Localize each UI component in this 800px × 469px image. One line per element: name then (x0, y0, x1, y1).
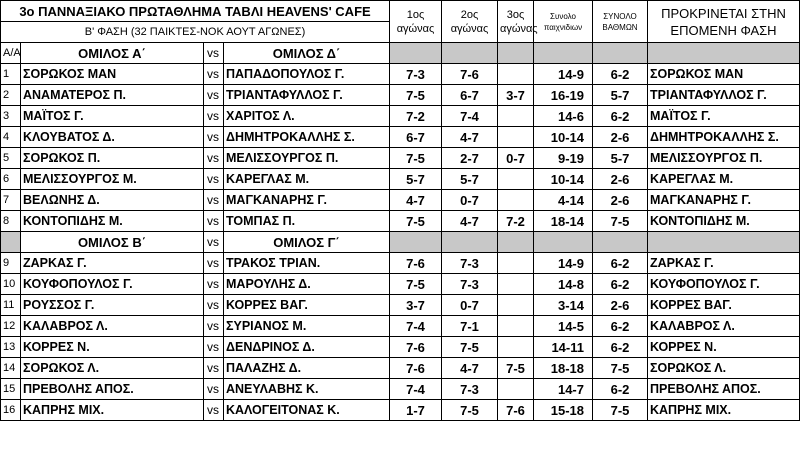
table-row (1, 358, 800, 379)
vs-label: vs (204, 211, 224, 232)
qualified-player: ΠΡΕΒΟΛΗΣ ΑΠΟΣ. (648, 379, 800, 400)
game3-score (498, 379, 534, 400)
total-games: 10-14 (534, 127, 593, 148)
qualified-player: ΜΑΓΚΑΝΑΡΗΣ Γ. (648, 190, 800, 211)
group-left-label: ΟΜΙΛΟΣ Β΄ (21, 232, 204, 253)
vs-label: vs (204, 64, 224, 85)
player-right: ΣΥΡΙΑΝΟΣ Μ. (224, 316, 390, 337)
table-row (1, 85, 800, 106)
total-games: 14-6 (534, 106, 593, 127)
table-row (1, 64, 800, 85)
group-header-blank (442, 43, 498, 64)
player-right: ΤΡΑΚΟΣ ΤΡΙΑΝ. (224, 253, 390, 274)
qualified-player: ΚΑΠΡΗΣ ΜΙΧ. (648, 400, 800, 421)
player-left: ΜΑΪΤΟΣ Γ. (21, 106, 204, 127)
group-header-blank (498, 232, 534, 253)
vs-label: vs (204, 400, 224, 421)
total-points: 7-5 (593, 358, 648, 379)
game2-score: 7-1 (442, 316, 498, 337)
vs-label: vs (204, 253, 224, 274)
game2-score: 7-6 (442, 64, 498, 85)
total-points: 6-2 (593, 379, 648, 400)
group-header-blank (442, 232, 498, 253)
total-games: 10-14 (534, 169, 593, 190)
player-left: ΑΝΑΜΑΤΕΡΟΣ Π. (21, 85, 204, 106)
total-games: 14-5 (534, 316, 593, 337)
table-row (1, 127, 800, 148)
player-left: ΚΟΡΡΕΣ Ν. (21, 337, 204, 358)
total-games: 18-18 (534, 358, 593, 379)
vs-label: vs (204, 337, 224, 358)
qualified-player: ΚΟΝΤΟΠΙΔΗΣ Μ. (648, 211, 800, 232)
game2-score: 0-7 (442, 295, 498, 316)
player-right: ΚΟΡΡΕΣ ΒΑΓ. (224, 295, 390, 316)
index-header-blank (1, 232, 21, 253)
game1-score: 4-7 (390, 190, 442, 211)
player-left: ΒΕΛΩΝΗΣ Δ. (21, 190, 204, 211)
player-left: ΖΑΡΚΑΣ Γ. (21, 253, 204, 274)
qualified-player: ΚΟΥΦΟΠΟΥΛΟΣ Γ. (648, 274, 800, 295)
player-left: ΚΟΝΤΟΠΙΔΗΣ Μ. (21, 211, 204, 232)
player-left: ΚΑΛΑΒΡΟΣ Λ. (21, 316, 204, 337)
game2-score: 5-7 (442, 169, 498, 190)
table-row (1, 379, 800, 400)
game2-score: 7-3 (442, 253, 498, 274)
game1-score: 7-5 (390, 211, 442, 232)
total-points: 6-2 (593, 253, 648, 274)
game3-score (498, 253, 534, 274)
player-right: ΚΑΡΕΓΛΑΣ Μ. (224, 169, 390, 190)
game3-score (498, 127, 534, 148)
qualified-player: ΜΕΛΙΣΣΟΥΡΓΟΣ Π. (648, 148, 800, 169)
match-number: 9 (1, 253, 21, 274)
group-right-label: ΟΜΙΛΟΣ Δ΄ (224, 43, 390, 64)
vs-label: vs (204, 85, 224, 106)
game1-score: 7-3 (390, 64, 442, 85)
table-row (1, 274, 800, 295)
group-header-blank (648, 43, 800, 64)
total-games: 14-11 (534, 337, 593, 358)
match-number: 8 (1, 211, 21, 232)
game2-score: 7-3 (442, 379, 498, 400)
vs-label: vs (204, 148, 224, 169)
qualified-player: ΚΑΛΑΒΡΟΣ Λ. (648, 316, 800, 337)
game1-score: 6-7 (390, 127, 442, 148)
game1-score: 7-5 (390, 274, 442, 295)
group-header-blank (390, 232, 442, 253)
total-points: 2-6 (593, 127, 648, 148)
game1-score: 7-4 (390, 316, 442, 337)
match-number: 12 (1, 316, 21, 337)
game3-score (498, 316, 534, 337)
col-header-total-games: Συνολο παιχνιδιων (534, 1, 593, 43)
game3-score: 0-7 (498, 148, 534, 169)
vs-label: vs (204, 127, 224, 148)
total-points: 7-5 (593, 211, 648, 232)
group-header-blank (648, 232, 800, 253)
game1-score: 5-7 (390, 169, 442, 190)
table-row (1, 190, 800, 211)
total-points: 2-6 (593, 169, 648, 190)
total-points: 2-6 (593, 295, 648, 316)
player-right: ΜΕΛΙΣΣΟΥΡΓΟΣ Π. (224, 148, 390, 169)
col-header-qualifies: ΠΡΟΚΡΙΝΕΤΑΙ ΣΤΗΝ ΕΠΟΜΕΝΗ ΦΑΣΗ (648, 1, 800, 43)
total-games: 14-9 (534, 253, 593, 274)
match-number: 5 (1, 148, 21, 169)
col-header-game2: 2ος αγώνας (442, 1, 498, 43)
player-right: ΔΕΝΔΡΙΝΟΣ Δ. (224, 337, 390, 358)
game2-score: 4-7 (442, 358, 498, 379)
game1-score: 1-7 (390, 400, 442, 421)
game2-score: 6-7 (442, 85, 498, 106)
total-games: 14-9 (534, 64, 593, 85)
total-points: 7-5 (593, 400, 648, 421)
player-right: ΜΑΡΟΥΛΗΣ Δ. (224, 274, 390, 295)
player-right: ΧΑΡΙΤΟΣ Λ. (224, 106, 390, 127)
group-header-blank (498, 43, 534, 64)
total-points: 6-2 (593, 64, 648, 85)
page-subtitle: Β' ΦΑΣΗ (32 ΠΑΙΚΤΕΣ-ΝΟΚ ΑΟΥΤ ΑΓΩΝΕΣ) (1, 22, 390, 43)
game3-score: 3-7 (498, 85, 534, 106)
qualified-player: ΚΑΡΕΓΛΑΣ Μ. (648, 169, 800, 190)
table-row (1, 169, 800, 190)
total-points: 5-7 (593, 85, 648, 106)
game1-score: 7-6 (390, 337, 442, 358)
qualified-player: ΚΟΡΡΕΣ Ν. (648, 337, 800, 358)
group-header-row (1, 232, 800, 253)
vs-label: vs (204, 295, 224, 316)
vs-label: vs (204, 106, 224, 127)
total-points: 6-2 (593, 316, 648, 337)
game3-score (498, 190, 534, 211)
game1-score: 7-5 (390, 85, 442, 106)
game2-score: 7-5 (442, 337, 498, 358)
group-header-blank (534, 232, 593, 253)
total-points: 5-7 (593, 148, 648, 169)
vs-label: vs (204, 379, 224, 400)
match-number: 11 (1, 295, 21, 316)
game3-score (498, 337, 534, 358)
player-right: ΠΑΠΑΔΟΠΟΥΛΟΣ Γ. (224, 64, 390, 85)
player-left: ΚΛΟΥΒΑΤΟΣ Δ. (21, 127, 204, 148)
player-right: ΤΟΜΠΑΣ Π. (224, 211, 390, 232)
page-title: 3ο ΠΑΝΝΑΞΙΑΚΟ ΠΡΩΤΑΘΛΗΜΑ ΤΑΒΛΙ HEAVENS' CAFE (1, 1, 390, 22)
game1-score: 3-7 (390, 295, 442, 316)
group-header-blank (534, 43, 593, 64)
group-left-label: ΟΜΙΛΟΣ Α΄ (21, 43, 204, 64)
index-header: Α/Α (1, 43, 21, 64)
qualified-player: ΖΑΡΚΑΣ Γ. (648, 253, 800, 274)
total-games: 9-19 (534, 148, 593, 169)
total-points: 6-2 (593, 274, 648, 295)
player-left: ΣΟΡΩΚΟΣ ΜΑΝ (21, 64, 204, 85)
table-row (1, 148, 800, 169)
game3-score: 7-2 (498, 211, 534, 232)
game2-score: 7-4 (442, 106, 498, 127)
match-number: 6 (1, 169, 21, 190)
player-right: ΠΑΛΑΖΗΣ Δ. (224, 358, 390, 379)
table-row (1, 295, 800, 316)
game3-score (498, 274, 534, 295)
player-left: ΚΟΥΦΟΠΟΥΛΟΣ Γ. (21, 274, 204, 295)
game3-score (498, 169, 534, 190)
group-header-blank (593, 43, 648, 64)
game2-score: 7-5 (442, 400, 498, 421)
match-number: 14 (1, 358, 21, 379)
player-right: ΑΝΕΥΛΑΒΗΣ Κ. (224, 379, 390, 400)
vs-label: vs (204, 232, 224, 253)
match-number: 15 (1, 379, 21, 400)
game2-score: 4-7 (442, 211, 498, 232)
game2-score: 2-7 (442, 148, 498, 169)
vs-label: vs (204, 358, 224, 379)
group-header-row (1, 43, 800, 64)
total-games: 14-8 (534, 274, 593, 295)
total-games: 4-14 (534, 190, 593, 211)
vs-label: vs (204, 190, 224, 211)
table-row (1, 211, 800, 232)
game2-score: 7-3 (442, 274, 498, 295)
game3-score: 7-6 (498, 400, 534, 421)
vs-label: vs (204, 274, 224, 295)
group-header-blank (390, 43, 442, 64)
col-header-game3: 3ος αγώνας (498, 1, 534, 43)
match-number: 13 (1, 337, 21, 358)
player-left: ΣΟΡΩΚΟΣ Π. (21, 148, 204, 169)
game1-score: 7-5 (390, 148, 442, 169)
match-number: 7 (1, 190, 21, 211)
vs-label: vs (204, 169, 224, 190)
table-row (1, 253, 800, 274)
total-games: 3-14 (534, 295, 593, 316)
game3-score (498, 106, 534, 127)
qualified-player: ΣΟΡΩΚΟΣ ΜΑΝ (648, 64, 800, 85)
total-points: 2-6 (593, 190, 648, 211)
player-left: ΡΟΥΣΣΟΣ Γ. (21, 295, 204, 316)
player-right: ΤΡΙΑΝΤΑΦΥΛΛΟΣ Γ. (224, 85, 390, 106)
game1-score: 7-4 (390, 379, 442, 400)
table-row (1, 106, 800, 127)
total-games: 14-7 (534, 379, 593, 400)
match-number: 10 (1, 274, 21, 295)
match-number: 1 (1, 64, 21, 85)
table-row (1, 337, 800, 358)
game3-score: 7-5 (498, 358, 534, 379)
col-header-game1: 1ος αγώνας (390, 1, 442, 43)
vs-label: vs (204, 316, 224, 337)
col-header-total-points: ΣΥΝΟΛΟ ΒΑΘΜΩΝ (593, 1, 648, 43)
total-games: 16-19 (534, 85, 593, 106)
qualified-player: ΚΟΡΡΕΣ ΒΑΓ. (648, 295, 800, 316)
game1-score: 7-6 (390, 358, 442, 379)
match-number: 4 (1, 127, 21, 148)
table-row (1, 400, 800, 421)
qualified-player: ΜΑΪΤΟΣ Γ. (648, 106, 800, 127)
game1-score: 7-2 (390, 106, 442, 127)
vs-label: vs (204, 43, 224, 64)
player-left: ΚΑΠΡΗΣ ΜΙΧ. (21, 400, 204, 421)
qualified-player: ΣΟΡΩΚΟΣ Λ. (648, 358, 800, 379)
match-number: 16 (1, 400, 21, 421)
player-left: ΠΡΕΒΟΛΗΣ ΑΠΟΣ. (21, 379, 204, 400)
qualified-player: ΤΡΙΑΝΤΑΦΥΛΛΟΣ Γ. (648, 85, 800, 106)
player-right: ΜΑΓΚΑΝΑΡΗΣ Γ. (224, 190, 390, 211)
qualified-player: ΔΗΜΗΤΡΟΚΑΛΛΗΣ Σ. (648, 127, 800, 148)
player-right: ΔΗΜΗΤΡΟΚΑΛΛΗΣ Σ. (224, 127, 390, 148)
player-right: ΚΑΛΟΓΕΙΤΟΝΑΣ Κ. (224, 400, 390, 421)
game1-score: 7-6 (390, 253, 442, 274)
player-left: ΣΟΡΩΚΟΣ Λ. (21, 358, 204, 379)
game3-score (498, 295, 534, 316)
game3-score (498, 64, 534, 85)
player-left: ΜΕΛΙΣΣΟΥΡΓΟΣ Μ. (21, 169, 204, 190)
match-number: 3 (1, 106, 21, 127)
total-games: 15-18 (534, 400, 593, 421)
group-header-blank (593, 232, 648, 253)
total-games: 18-14 (534, 211, 593, 232)
group-right-label: ΟΜΙΛΟΣ Γ΄ (224, 232, 390, 253)
match-number: 2 (1, 85, 21, 106)
game2-score: 0-7 (442, 190, 498, 211)
total-points: 6-2 (593, 106, 648, 127)
game2-score: 4-7 (442, 127, 498, 148)
table-row (1, 316, 800, 337)
total-points: 6-2 (593, 337, 648, 358)
